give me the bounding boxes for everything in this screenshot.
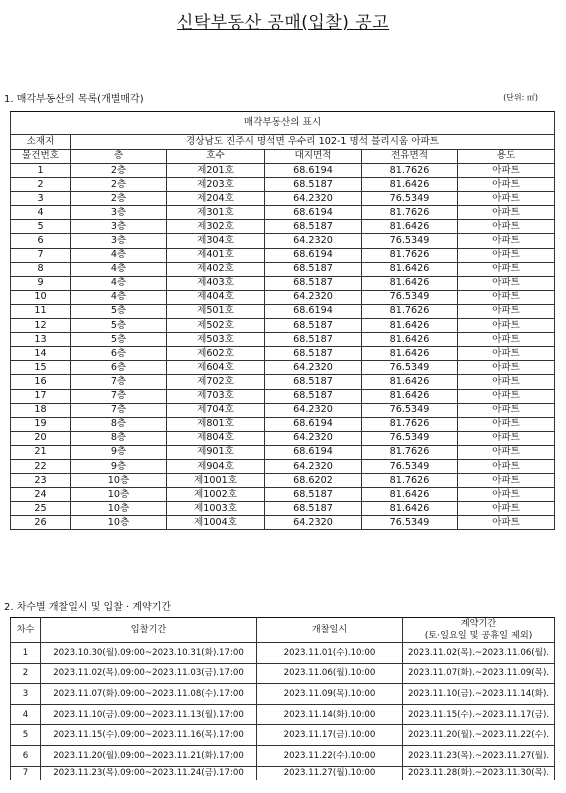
page-title: 신탁부동산 공매(입찰) 공고 bbox=[176, 13, 390, 33]
cell-land-area: 64.2320 bbox=[265, 192, 362, 206]
cell-contract-period: 2023.11.20(월).~2023.11.22(수). bbox=[403, 725, 555, 746]
cell-exclusive-area: 81.6426 bbox=[362, 220, 458, 234]
col-bid-period: 입찰기간 bbox=[41, 618, 257, 643]
cell-exclusive-area: 81.6426 bbox=[362, 347, 458, 361]
cell-use: 아파트 bbox=[458, 417, 555, 431]
cell-use: 아파트 bbox=[458, 333, 555, 347]
cell-opening-date: 2023.11.17(금).10:00 bbox=[257, 725, 403, 746]
table-row bbox=[11, 516, 555, 530]
cell-floor: 4층 bbox=[71, 290, 167, 304]
cell-contract-period: 2023.11.23(목).~2023.11.27(월). bbox=[403, 745, 555, 766]
table-row bbox=[11, 276, 555, 290]
table-row bbox=[11, 725, 555, 746]
cell-floor: 6층 bbox=[71, 361, 167, 375]
cell-use: 아파트 bbox=[458, 445, 555, 459]
table-row bbox=[11, 333, 555, 347]
cell-bid-period: 2023.11.07(화).09:00~2023.11.08(수).17:00 bbox=[41, 684, 257, 705]
table-row bbox=[11, 403, 555, 417]
table-row bbox=[11, 459, 555, 473]
cell-land-area: 68.5187 bbox=[265, 178, 362, 192]
cell-unit: 제203호 bbox=[167, 178, 265, 192]
col-round: 차수 bbox=[11, 618, 41, 643]
cell-exclusive-area: 81.6426 bbox=[362, 276, 458, 290]
cell-item-no: 8 bbox=[11, 262, 71, 276]
cell-item-no: 22 bbox=[11, 459, 71, 473]
section2-heading: 2. 차수별 개찰일시 및 입찰 · 계약기간 bbox=[4, 602, 172, 613]
cell-use: 아파트 bbox=[458, 347, 555, 361]
cell-bid-period: 2023.11.20(월).09:00~2023.11.21(화).17:00 bbox=[41, 745, 257, 766]
cell-exclusive-area: 81.7626 bbox=[362, 206, 458, 220]
cell-land-area: 68.6194 bbox=[265, 304, 362, 318]
cell-floor: 10층 bbox=[71, 502, 167, 516]
cell-round: 7 bbox=[11, 766, 41, 780]
contract-period-label: 계약기간 bbox=[460, 618, 497, 629]
cell-land-area: 68.6194 bbox=[265, 164, 362, 178]
cell-exclusive-area: 81.6426 bbox=[362, 389, 458, 403]
cell-use: 아파트 bbox=[458, 234, 555, 248]
cell-unit: 제502호 bbox=[167, 319, 265, 333]
table-row bbox=[11, 643, 555, 664]
cell-use: 아파트 bbox=[458, 290, 555, 304]
cell-use: 아파트 bbox=[458, 516, 555, 530]
cell-use: 아파트 bbox=[458, 375, 555, 389]
cell-opening-date: 2023.11.22(수).10:00 bbox=[257, 745, 403, 766]
cell-land-area: 68.6194 bbox=[265, 417, 362, 431]
cell-use: 아파트 bbox=[458, 304, 555, 318]
cell-round: 6 bbox=[11, 745, 41, 766]
unit-label: (단위: ㎡) bbox=[503, 93, 538, 102]
cell-contract-period: 2023.11.10(금).~2023.11.14(화). bbox=[403, 684, 555, 705]
col-opening-date: 개찰일시 bbox=[257, 618, 403, 643]
cell-contract-period: 2023.11.15(수).~2023.11.17(금). bbox=[403, 704, 555, 725]
cell-floor: 2층 bbox=[71, 178, 167, 192]
cell-floor: 4층 bbox=[71, 262, 167, 276]
cell-floor: 7층 bbox=[71, 389, 167, 403]
location-label: 소재지 bbox=[11, 135, 71, 150]
cell-use: 아파트 bbox=[458, 206, 555, 220]
cell-opening-date: 2023.11.09(목).10:00 bbox=[257, 684, 403, 705]
cell-exclusive-area: 81.6426 bbox=[362, 178, 458, 192]
cell-item-no: 26 bbox=[11, 516, 71, 530]
cell-contract-period: 2023.11.02(목).~2023.11.06(월). bbox=[403, 643, 555, 664]
cell-land-area: 64.2320 bbox=[265, 459, 362, 473]
cell-land-area: 68.5187 bbox=[265, 502, 362, 516]
cell-floor: 7층 bbox=[71, 403, 167, 417]
table-row bbox=[11, 220, 555, 234]
cell-item-no: 7 bbox=[11, 248, 71, 262]
cell-bid-period: 2023.11.10(금).09:00~2023.11.13(월).17:00 bbox=[41, 704, 257, 725]
cell-use: 아파트 bbox=[458, 389, 555, 403]
cell-unit: 제404호 bbox=[167, 290, 265, 304]
cell-item-no: 15 bbox=[11, 361, 71, 375]
cell-item-no: 21 bbox=[11, 445, 71, 459]
cell-floor: 10층 bbox=[71, 516, 167, 530]
cell-item-no: 25 bbox=[11, 502, 71, 516]
cell-use: 아파트 bbox=[458, 192, 555, 206]
table-row bbox=[11, 375, 555, 389]
cell-use: 아파트 bbox=[458, 262, 555, 276]
table-row bbox=[11, 663, 555, 684]
table-row bbox=[11, 766, 555, 780]
cell-unit: 제304호 bbox=[167, 234, 265, 248]
cell-floor: 3층 bbox=[71, 220, 167, 234]
cell-land-area: 68.6194 bbox=[265, 248, 362, 262]
cell-item-no: 17 bbox=[11, 389, 71, 403]
cell-land-area: 68.5187 bbox=[265, 319, 362, 333]
cell-unit: 제901호 bbox=[167, 445, 265, 459]
cell-land-area: 68.6202 bbox=[265, 474, 362, 488]
cell-use: 아파트 bbox=[458, 361, 555, 375]
cell-land-area: 68.5187 bbox=[265, 488, 362, 502]
cell-exclusive-area: 81.6426 bbox=[362, 262, 458, 276]
cell-floor: 2층 bbox=[71, 164, 167, 178]
cell-item-no: 3 bbox=[11, 192, 71, 206]
cell-unit: 제402호 bbox=[167, 262, 265, 276]
property-list-table bbox=[10, 111, 555, 530]
cell-item-no: 11 bbox=[11, 304, 71, 318]
cell-land-area: 68.5187 bbox=[265, 220, 362, 234]
cell-item-no: 20 bbox=[11, 431, 71, 445]
table-row bbox=[11, 445, 555, 459]
table-row bbox=[11, 234, 555, 248]
property-rows bbox=[11, 164, 555, 530]
table-row bbox=[11, 417, 555, 431]
cell-use: 아파트 bbox=[458, 276, 555, 290]
cell-land-area: 64.2320 bbox=[265, 361, 362, 375]
cell-floor: 4층 bbox=[71, 248, 167, 262]
cell-opening-date: 2023.11.06(월).10:00 bbox=[257, 663, 403, 684]
cell-bid-period: 2023.11.15(수).09:00~2023.11.16(목).17:00 bbox=[41, 725, 257, 746]
cell-land-area: 64.2320 bbox=[265, 290, 362, 304]
cell-floor: 9층 bbox=[71, 459, 167, 473]
cell-use: 아파트 bbox=[458, 488, 555, 502]
cell-exclusive-area: 81.7626 bbox=[362, 248, 458, 262]
table-row bbox=[11, 192, 555, 206]
cell-exclusive-area: 76.5349 bbox=[362, 192, 458, 206]
table-row bbox=[11, 389, 555, 403]
col-use: 용도 bbox=[458, 149, 555, 164]
col-exclusive-area: 전유면적 bbox=[362, 149, 458, 164]
cell-land-area: 68.5187 bbox=[265, 276, 362, 290]
cell-land-area: 68.6194 bbox=[265, 206, 362, 220]
table-row bbox=[11, 262, 555, 276]
cell-exclusive-area: 81.7626 bbox=[362, 164, 458, 178]
cell-floor: 5층 bbox=[71, 333, 167, 347]
col-unit: 호수 bbox=[167, 149, 265, 164]
col-contract-period bbox=[403, 618, 555, 643]
cell-floor: 8층 bbox=[71, 417, 167, 431]
cell-exclusive-area: 76.5349 bbox=[362, 431, 458, 445]
cell-floor: 5층 bbox=[71, 304, 167, 318]
cell-floor: 10층 bbox=[71, 488, 167, 502]
cell-unit: 제501호 bbox=[167, 304, 265, 318]
cell-round: 1 bbox=[11, 643, 41, 664]
cell-round: 3 bbox=[11, 684, 41, 705]
cell-item-no: 13 bbox=[11, 333, 71, 347]
cell-unit: 제1004호 bbox=[167, 516, 265, 530]
table-row bbox=[11, 431, 555, 445]
contract-period-note: (토·일요일 및 공휴일 제외) bbox=[424, 630, 533, 641]
col-item-no: 물건번호 bbox=[11, 149, 71, 164]
table-row bbox=[11, 745, 555, 766]
cell-unit: 제301호 bbox=[167, 206, 265, 220]
cell-contract-period: 2023.11.07(화).~2023.11.09(목). bbox=[403, 663, 555, 684]
cell-item-no: 18 bbox=[11, 403, 71, 417]
table-row bbox=[11, 474, 555, 488]
cell-use: 아파트 bbox=[458, 502, 555, 516]
cell-unit: 제204호 bbox=[167, 192, 265, 206]
col-floor: 층 bbox=[71, 149, 167, 164]
cell-exclusive-area: 76.5349 bbox=[362, 290, 458, 304]
cell-exclusive-area: 81.7626 bbox=[362, 417, 458, 431]
cell-use: 아파트 bbox=[458, 474, 555, 488]
cell-unit: 제702호 bbox=[167, 375, 265, 389]
cell-exclusive-area: 76.5349 bbox=[362, 403, 458, 417]
cell-item-no: 14 bbox=[11, 347, 71, 361]
cell-use: 아파트 bbox=[458, 459, 555, 473]
table-row bbox=[11, 684, 555, 705]
cell-item-no: 24 bbox=[11, 488, 71, 502]
table-row bbox=[11, 164, 555, 178]
table-row bbox=[11, 319, 555, 333]
cell-floor: 4층 bbox=[71, 276, 167, 290]
schedule-table bbox=[10, 617, 555, 780]
cell-land-area: 68.5187 bbox=[265, 389, 362, 403]
cell-exclusive-area: 81.6426 bbox=[362, 488, 458, 502]
table-row bbox=[11, 206, 555, 220]
cell-exclusive-area: 81.7626 bbox=[362, 304, 458, 318]
cell-floor: 3층 bbox=[71, 234, 167, 248]
table-row bbox=[11, 304, 555, 318]
property-table-title: 매각부동산의 표시 bbox=[11, 112, 555, 135]
cell-land-area: 68.5187 bbox=[265, 375, 362, 389]
cell-land-area: 64.2320 bbox=[265, 403, 362, 417]
cell-floor: 5층 bbox=[71, 319, 167, 333]
cell-item-no: 6 bbox=[11, 234, 71, 248]
cell-exclusive-area: 76.5349 bbox=[362, 516, 458, 530]
cell-land-area: 68.5187 bbox=[265, 262, 362, 276]
cell-exclusive-area: 81.7626 bbox=[362, 474, 458, 488]
cell-exclusive-area: 76.5349 bbox=[362, 234, 458, 248]
cell-item-no: 19 bbox=[11, 417, 71, 431]
cell-bid-period: 2023.11.23(목).09:00~2023.11.24(금).17:00 bbox=[41, 766, 257, 780]
cell-item-no: 4 bbox=[11, 206, 71, 220]
table-row bbox=[11, 488, 555, 502]
cell-round: 2 bbox=[11, 663, 41, 684]
cell-unit: 제201호 bbox=[167, 164, 265, 178]
cell-floor: 2층 bbox=[71, 192, 167, 206]
cell-floor: 10층 bbox=[71, 474, 167, 488]
table-row bbox=[11, 290, 555, 304]
cell-floor: 6층 bbox=[71, 347, 167, 361]
cell-floor: 8층 bbox=[71, 431, 167, 445]
cell-item-no: 9 bbox=[11, 276, 71, 290]
cell-exclusive-area: 76.5349 bbox=[362, 361, 458, 375]
cell-use: 아파트 bbox=[458, 164, 555, 178]
table-row bbox=[11, 502, 555, 516]
cell-land-area: 64.2320 bbox=[265, 516, 362, 530]
cell-unit: 제801호 bbox=[167, 417, 265, 431]
cell-unit: 제604호 bbox=[167, 361, 265, 375]
cell-use: 아파트 bbox=[458, 319, 555, 333]
cell-exclusive-area: 76.5349 bbox=[362, 459, 458, 473]
cell-contract-period: 2023.11.28(화).~2023.11.30(목). bbox=[403, 766, 555, 780]
cell-round: 5 bbox=[11, 725, 41, 746]
cell-use: 아파트 bbox=[458, 431, 555, 445]
cell-floor: 9층 bbox=[71, 445, 167, 459]
table-row bbox=[11, 361, 555, 375]
cell-use: 아파트 bbox=[458, 178, 555, 192]
location-value: 경상남도 진주시 명석면 우수리 102-1 명석 블리시움 아파트 bbox=[71, 135, 555, 150]
cell-opening-date: 2023.11.14(화).10:00 bbox=[257, 704, 403, 725]
cell-exclusive-area: 81.6426 bbox=[362, 375, 458, 389]
cell-unit: 제804호 bbox=[167, 431, 265, 445]
cell-bid-period: 2023.10.30(월).09:00~2023.10.31(화).17:00 bbox=[41, 643, 257, 664]
cell-opening-date: 2023.11.01(수).10:00 bbox=[257, 643, 403, 664]
cell-floor: 3층 bbox=[71, 206, 167, 220]
cell-exclusive-area: 81.7626 bbox=[362, 445, 458, 459]
cell-unit: 제1003호 bbox=[167, 502, 265, 516]
cell-unit: 제302호 bbox=[167, 220, 265, 234]
cell-unit: 제602호 bbox=[167, 347, 265, 361]
cell-exclusive-area: 81.6426 bbox=[362, 319, 458, 333]
col-land-area: 대지면적 bbox=[265, 149, 362, 164]
cell-unit: 제904호 bbox=[167, 459, 265, 473]
cell-exclusive-area: 81.6426 bbox=[362, 502, 458, 516]
cell-land-area: 68.5187 bbox=[265, 333, 362, 347]
cell-round: 4 bbox=[11, 704, 41, 725]
cell-item-no: 10 bbox=[11, 290, 71, 304]
cell-unit: 제403호 bbox=[167, 276, 265, 290]
cell-use: 아파트 bbox=[458, 403, 555, 417]
cell-item-no: 1 bbox=[11, 164, 71, 178]
cell-use: 아파트 bbox=[458, 220, 555, 234]
cell-land-area: 68.5187 bbox=[265, 347, 362, 361]
cell-item-no: 16 bbox=[11, 375, 71, 389]
cell-item-no: 23 bbox=[11, 474, 71, 488]
table-row bbox=[11, 248, 555, 262]
table-row bbox=[11, 347, 555, 361]
cell-item-no: 2 bbox=[11, 178, 71, 192]
cell-land-area: 64.2320 bbox=[265, 431, 362, 445]
cell-unit: 제503호 bbox=[167, 333, 265, 347]
cell-land-area: 68.6194 bbox=[265, 445, 362, 459]
cell-unit: 제1001호 bbox=[167, 474, 265, 488]
cell-unit: 제401호 bbox=[167, 248, 265, 262]
cell-floor: 7층 bbox=[71, 375, 167, 389]
table-row bbox=[11, 178, 555, 192]
cell-use: 아파트 bbox=[458, 248, 555, 262]
cell-item-no: 12 bbox=[11, 319, 71, 333]
cell-unit: 제703호 bbox=[167, 389, 265, 403]
table-row bbox=[11, 704, 555, 725]
cell-unit: 제704호 bbox=[167, 403, 265, 417]
cell-bid-period: 2023.11.02(목).09:00~2023.11.03(금).17:00 bbox=[41, 663, 257, 684]
cell-exclusive-area: 81.6426 bbox=[362, 333, 458, 347]
cell-item-no: 5 bbox=[11, 220, 71, 234]
schedule-rows bbox=[11, 643, 555, 780]
cell-land-area: 64.2320 bbox=[265, 234, 362, 248]
section1-heading: 1. 매각부동산의 목록(개별매각) bbox=[4, 94, 144, 105]
cell-unit: 제1002호 bbox=[167, 488, 265, 502]
cell-opening-date: 2023.11.27(월).10:00 bbox=[257, 766, 403, 780]
